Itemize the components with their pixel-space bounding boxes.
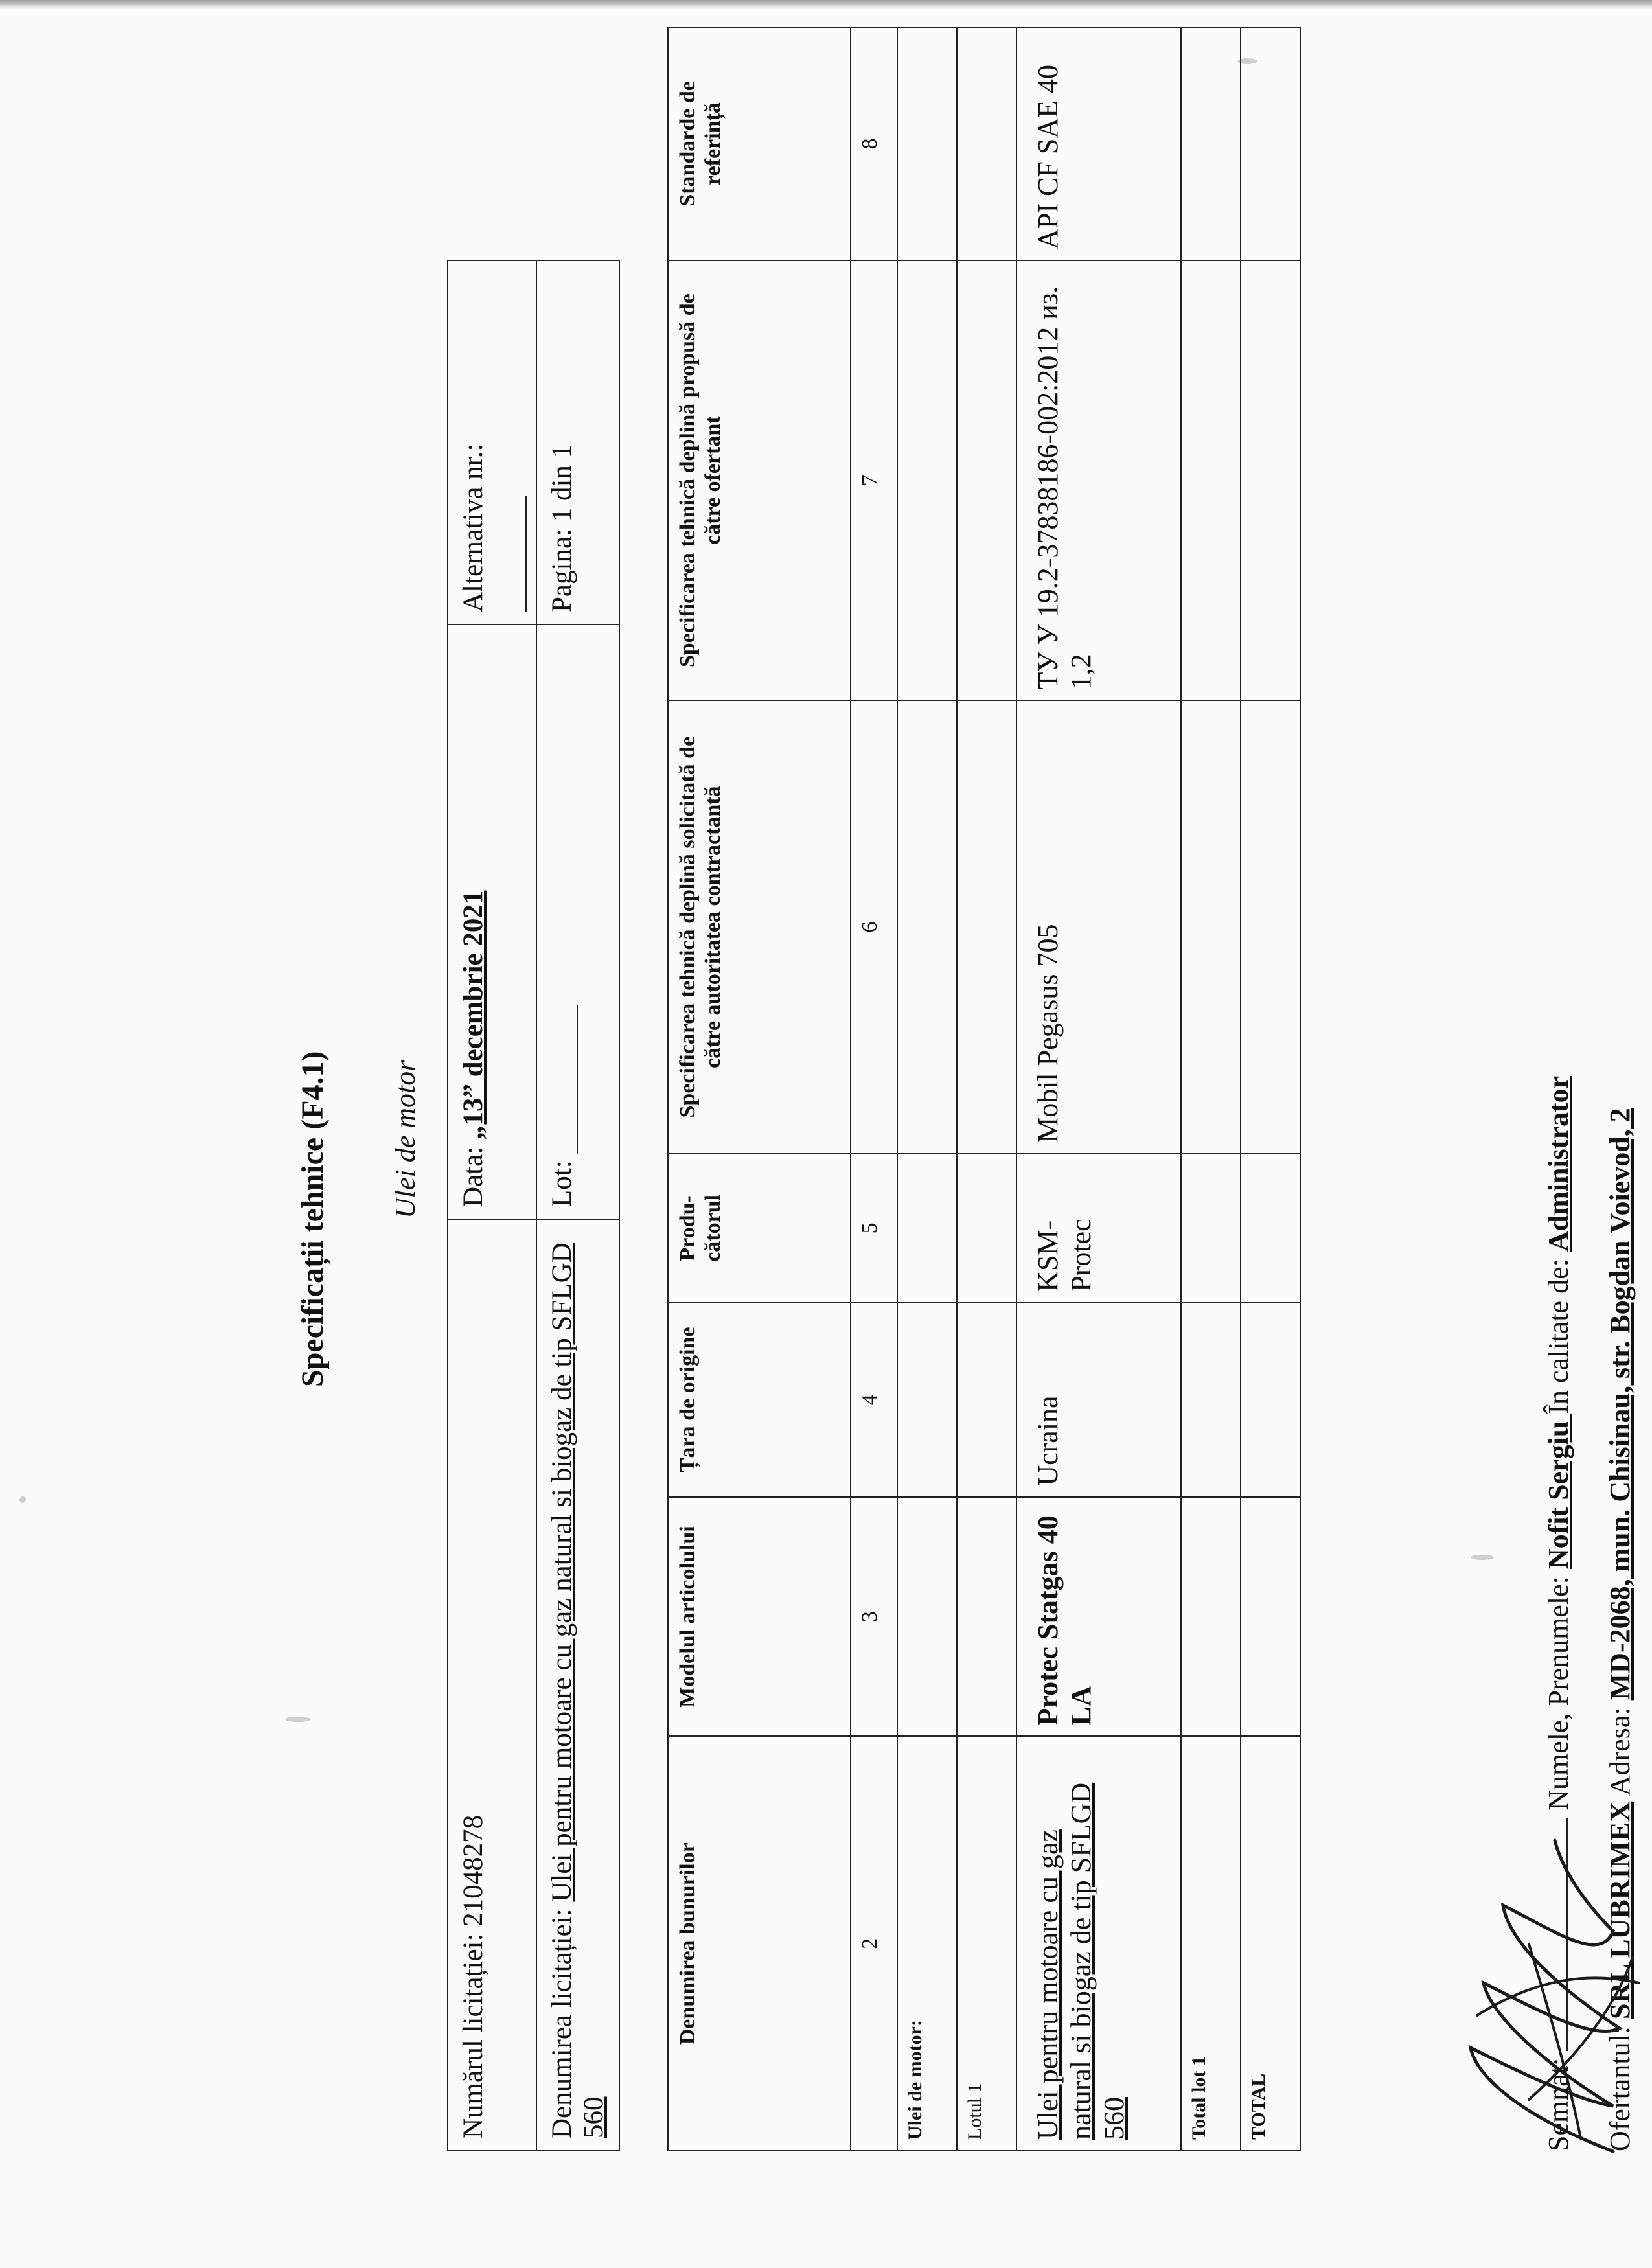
name-value: Nofit Sergiu	[1543, 1414, 1574, 1570]
column-number: 8	[851, 27, 897, 260]
lot-blank	[577, 1005, 578, 1154]
handwritten-signature	[1451, 1815, 1646, 2177]
table-header-row	[668, 27, 851, 2151]
bidder-label: Ofertantul:	[1604, 2019, 1636, 2151]
column-number: 5	[851, 1154, 897, 1303]
alternative-cell	[448, 260, 536, 624]
column-header: Standarde de referință	[668, 27, 851, 260]
column-number: 6	[851, 700, 897, 1154]
alternative-label: Alternativa nr.:	[458, 443, 488, 612]
bidder-value: SRL LUBRIMEX	[1604, 1801, 1636, 2019]
header-table	[447, 260, 620, 2151]
name-label: Numele, Prenumele:	[1543, 1569, 1574, 1811]
item-producer: KSM-Protec	[1016, 1154, 1181, 1303]
alternative-blank	[525, 496, 527, 612]
lot-row-label: Lotul 1	[957, 1736, 1016, 2151]
date-value: „13” decembrie 2021	[458, 890, 488, 1140]
item-required-spec: Mobil Pegasus 705	[1016, 700, 1181, 1154]
tender-name-cell	[536, 1219, 619, 2151]
total-label: TOTAL	[1241, 1736, 1300, 2151]
tender-number-cell	[448, 1219, 536, 2151]
lot-label: Lot:	[547, 1153, 577, 1207]
specifications-table	[667, 27, 1301, 2151]
page-indicator: Pagina: 1 din 1	[547, 444, 577, 612]
date-cell	[448, 624, 536, 1219]
item-name: Ulei pentru motoare cu gaz natural si biogaz de tip SFLGD 560	[1016, 1736, 1181, 2151]
item-origin: Ucraina	[1016, 1303, 1181, 1497]
column-header: Produ-cătorul	[668, 1154, 851, 1303]
total-row	[1241, 27, 1300, 2151]
column-header: Țara de origine	[668, 1303, 851, 1497]
item-standards: API CF SAE 40	[1016, 27, 1181, 260]
item-model: Protec Statgas 40 LA	[1016, 1497, 1181, 1737]
date-label: Data:	[458, 1140, 488, 1207]
tender-name-label: Denumirea licitației:	[547, 1901, 577, 2138]
tender-number: Numărul licitației: 21048278	[458, 1815, 488, 2138]
column-number: 2	[851, 1736, 897, 2151]
page-cell	[536, 260, 619, 624]
column-header: Specificarea tehnică deplină solicitată de către autoritatea contractantă	[668, 700, 851, 1154]
signed-label: Semnat:	[1543, 2057, 1574, 2151]
role-value: Administrator	[1543, 1075, 1574, 1252]
tender-name-value: Ulei pentru motoare cu gaz natural si biogaz de tip SFLGD 560	[547, 1243, 609, 2138]
column-number: 4	[851, 1303, 897, 1497]
lot-row	[957, 27, 1016, 2151]
document-title: Specificații tehnice (F4.1)	[295, 1051, 330, 1387]
group-label: Ulei de motor:	[897, 1736, 957, 2151]
column-number-row	[851, 27, 897, 2151]
address-label: Adresa:	[1604, 1700, 1636, 1802]
document-subtitle: Ulei de motor	[389, 1060, 421, 1219]
table-row	[1016, 27, 1181, 2151]
column-number: 7	[851, 260, 897, 701]
address-value: MD-2068, mun. Chisinau, str. Bogdan Voievod, 2	[1604, 1108, 1636, 1701]
lot-cell	[536, 624, 619, 1219]
column-number: 3	[851, 1497, 897, 1737]
total-lot-row	[1181, 27, 1241, 2151]
column-header: Specificarea tehnică deplină propusă de către ofertant	[668, 260, 851, 701]
role-label: În calitate de:	[1543, 1252, 1574, 1414]
group-row	[897, 27, 957, 2151]
column-header: Modelul articolului	[668, 1497, 851, 1737]
total-lot-label: Total lot 1	[1181, 1736, 1241, 2151]
column-header: Denumirea bunurilor	[668, 1736, 851, 2151]
item-offered-spec: ТУ У 19.2-37838186-002:2012 из. 1,2	[1016, 260, 1181, 701]
